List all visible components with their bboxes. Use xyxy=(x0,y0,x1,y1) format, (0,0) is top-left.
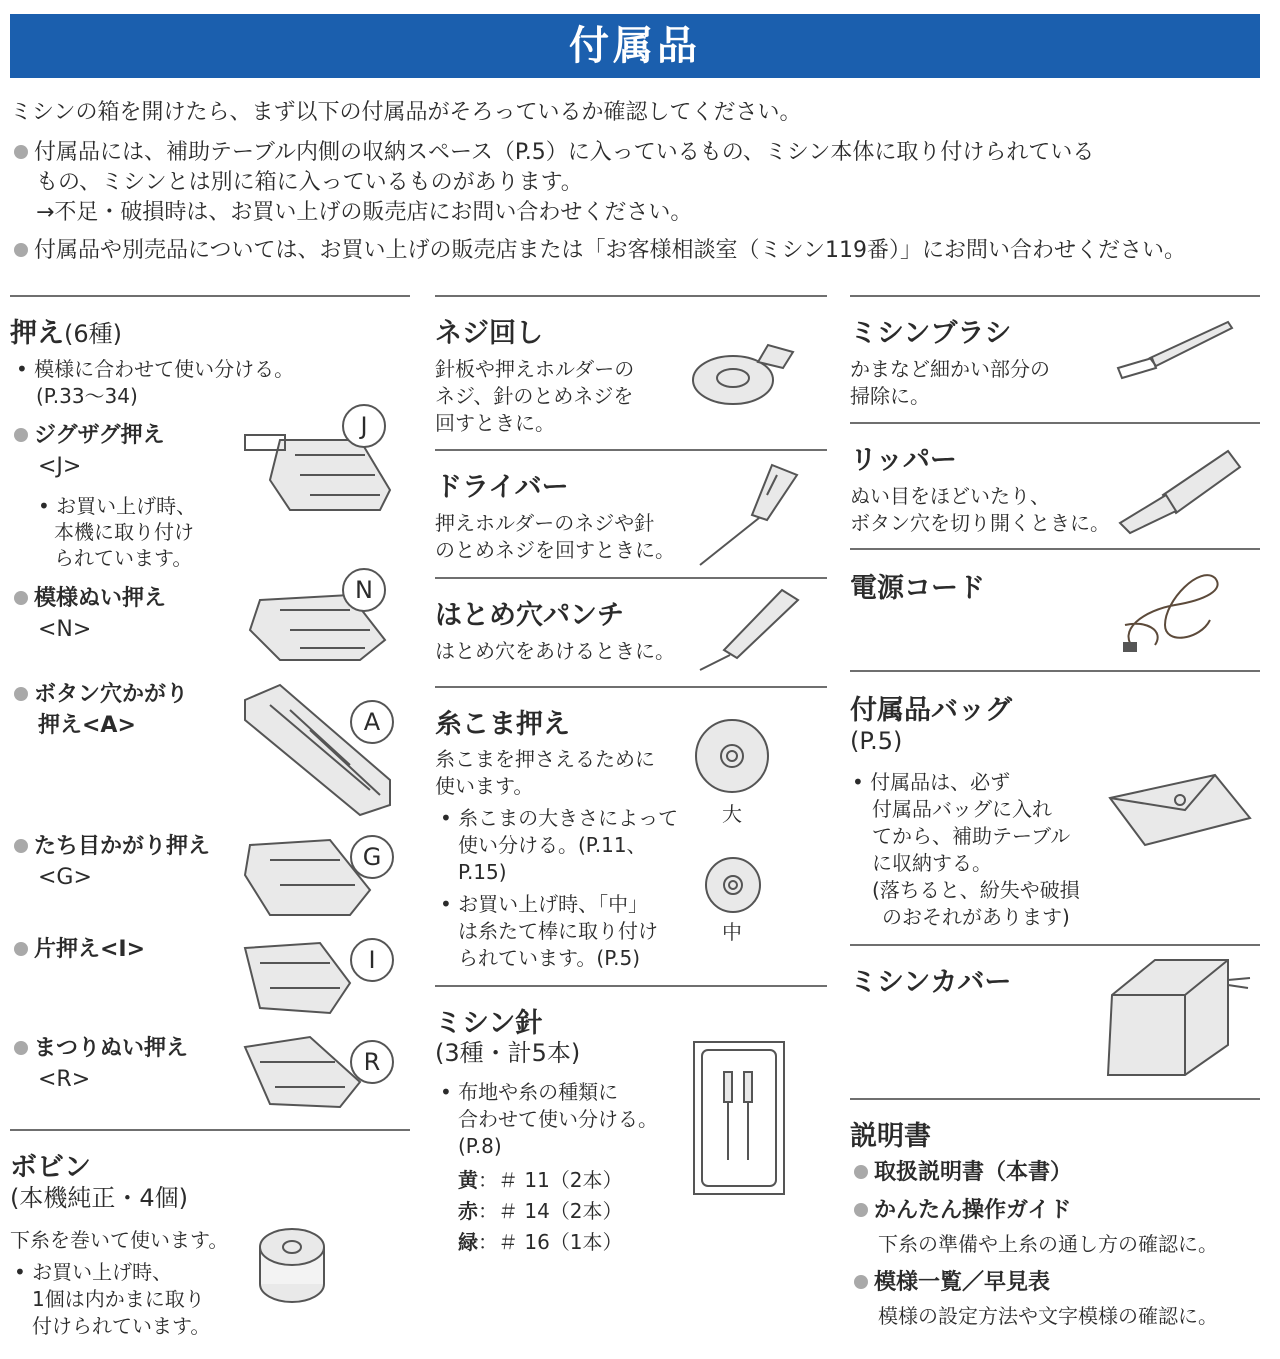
driver-desc-2: のとめネジを回すときに。 xyxy=(435,538,675,562)
bobbin-desc: 下糸を巻いて使います。 xyxy=(10,1228,229,1252)
brush-illustration xyxy=(1110,318,1235,383)
power-cord-illustration xyxy=(1105,570,1230,660)
driver-desc: 押えホルダーのネジや針 xyxy=(435,511,655,535)
bullet-icon xyxy=(854,1203,868,1217)
spool-cap-note-2: 使い分ける。(P.11、 xyxy=(458,833,647,857)
bullet-icon xyxy=(14,428,28,442)
foot-j-code: <J> xyxy=(38,454,82,479)
divider xyxy=(435,449,827,451)
needle-row-yellow: 黄：＃ 11（2本） xyxy=(458,1168,623,1192)
spool-cap-title: 糸こま押え xyxy=(435,709,570,740)
ripper-desc: ぬい目をほどいたり、 xyxy=(850,484,1050,508)
page-title: 付属品 xyxy=(10,14,1260,78)
spool-cap-note-3: P.15) xyxy=(458,860,507,884)
bullet-icon xyxy=(14,591,28,605)
power-cord-title: 電源コード xyxy=(850,573,985,604)
foot-letter-badge: I xyxy=(350,938,394,982)
spool-cap-desc: 糸こまを押さえるために xyxy=(435,747,655,771)
spool-cap-note-b3: られています。(P.5) xyxy=(458,946,641,970)
foot-j-note-3: られています。 xyxy=(54,546,193,570)
bullet-icon xyxy=(14,145,28,159)
cover-title: ミシンカバー xyxy=(850,967,1012,998)
bullet-icon xyxy=(14,687,28,701)
screwdriver-illustration xyxy=(692,460,802,570)
medium-label: 中 xyxy=(722,920,742,944)
manual-item-2: かんたん操作ガイド xyxy=(854,1196,1071,1226)
screw-key-desc-2: ネジ、針のとめネジを xyxy=(435,384,634,408)
bullet-icon xyxy=(14,1041,28,1055)
manual-item-1: 取扱説明書（本書） xyxy=(854,1158,1072,1188)
bullet-icon xyxy=(14,839,28,853)
manual-item-3-desc: 模様の設定方法や文字模様の確認に。 xyxy=(878,1304,1218,1328)
bobbin-note-2: 1個は内かまに取り xyxy=(32,1287,205,1311)
brush-desc-2: 掃除に。 xyxy=(850,384,930,408)
bobbin-illustration xyxy=(252,1222,332,1312)
large-label: 大 xyxy=(722,802,742,826)
foot-g-code: <G> xyxy=(38,865,92,890)
medium-spool-cap-illustration xyxy=(704,856,764,916)
foot-letter-badge: N xyxy=(342,568,386,612)
divider xyxy=(850,1098,1260,1100)
foot-letter-badge: J xyxy=(342,404,386,448)
brush-desc: かまなど細かい部分の xyxy=(850,357,1050,381)
foot-j-label: ジグザグ押え xyxy=(14,421,165,451)
bag-note-2: 付属品バッグに入れ xyxy=(872,797,1052,821)
bullet-icon xyxy=(854,1275,868,1289)
foot-a-label: ボタン穴かがり xyxy=(14,680,188,710)
intro-bullet-1: 付属品には、補助テーブル内側の収納スペース（P.5）に入っているもの、ミシン本体に取り付けられている xyxy=(14,138,1094,168)
divider xyxy=(850,670,1260,672)
foot-n-code: <N> xyxy=(38,617,92,642)
divider xyxy=(435,985,827,987)
divider xyxy=(850,944,1260,946)
presser-note: • 模様に合わせて使い分ける。 xyxy=(16,357,295,381)
spool-cap-note-b: • お買い上げ時、「中」 xyxy=(440,892,649,916)
needle-row-green: 緑：＃ 16（1本） xyxy=(458,1230,623,1254)
spool-cap-note-b2: は糸たて棒に取り付け xyxy=(458,919,658,943)
large-spool-cap-illustration xyxy=(694,718,774,798)
bag-note: • 付属品は、必ず xyxy=(852,770,1011,794)
bobbin-note-3: 付けられています。 xyxy=(32,1314,211,1338)
presser-note-ref: (P.33～34) xyxy=(36,384,138,408)
divider xyxy=(435,577,827,579)
presser-title: 押え(6種) xyxy=(10,318,122,349)
bullet-icon xyxy=(14,942,28,956)
intro-bullet-1-note: →不足・破損時は、お買い上げの販売店にお問い合わせください。 xyxy=(36,200,693,225)
ripper-desc-2: ボタン穴を切り開くときに。 xyxy=(850,511,1110,535)
bobbin-title: ボビン xyxy=(10,1152,91,1183)
bobbin-sub: (本機純正・4個) xyxy=(10,1184,188,1212)
bag-title: 付属品バッグ xyxy=(850,695,1012,726)
intro-bullet-2: 付属品や別売品については、お買い上げの販売店または「お客様相談室（ミシン119番）」にお問い合わせください。 xyxy=(14,236,1186,266)
screw-key-desc: 針板や押えホルダーの xyxy=(435,357,635,381)
brush-title: ミシンブラシ xyxy=(850,318,1012,349)
dust-cover-illustration xyxy=(1100,950,1255,1080)
spool-cap-note: • 糸こまの大きさによって xyxy=(440,806,679,830)
bag-note-6: のおそれがあります) xyxy=(882,905,1070,929)
bullet-icon xyxy=(854,1165,868,1179)
divider xyxy=(850,295,1260,297)
screw-key-title: ネジ回し xyxy=(435,318,543,349)
manual-item-3: 模様一覧／早見表 xyxy=(854,1268,1050,1298)
seam-ripper-illustration xyxy=(1108,445,1243,535)
foot-letter-badge: R xyxy=(350,1040,394,1084)
bullet-icon xyxy=(14,243,28,257)
foot-i-label: 片押え<I> xyxy=(14,935,145,965)
punch-desc: はとめ穴をあけるときに。 xyxy=(435,639,675,663)
divider xyxy=(435,686,827,688)
foot-r-code: <R> xyxy=(38,1067,91,1092)
ripper-title: リッパー xyxy=(850,445,957,476)
divider xyxy=(850,422,1260,424)
divider xyxy=(10,1129,410,1131)
divider xyxy=(850,548,1260,550)
foot-j-note: • お買い上げ時、 xyxy=(38,494,197,518)
foot-j-note-2: 本機に取り付け xyxy=(54,520,194,544)
foot-r-label: まつりぬい押え xyxy=(14,1034,188,1064)
divider xyxy=(435,295,827,297)
needle-note-3: (P.8) xyxy=(458,1134,502,1158)
bag-note-4: に収納する。 xyxy=(872,851,992,875)
divider xyxy=(10,295,410,297)
needle-row-red: 赤：＃ 14（2本） xyxy=(458,1199,623,1223)
bag-sub: (P.5) xyxy=(850,727,903,755)
needle-title: ミシン針 xyxy=(435,1008,543,1039)
intro-bullet-1-cont: もの、ミシンとは別に箱に入っているものがあります。 xyxy=(36,170,583,195)
needle-note-2: 合わせて使い分ける。 xyxy=(458,1107,658,1131)
needle-sub: (3種・計5本) xyxy=(435,1039,581,1067)
screw-key-desc-3: 回すときに。 xyxy=(435,411,555,435)
foot-letter-badge: A xyxy=(350,700,394,744)
eyelet-punch-illustration xyxy=(692,588,802,673)
spool-cap-desc-2: 使います。 xyxy=(435,774,534,798)
foot-n-label: 模様ぬい押え xyxy=(14,584,166,614)
foot-g-label: たち目かがり押え xyxy=(14,832,210,862)
needle-pack-illustration xyxy=(692,1040,786,1196)
foot-letter-badge: G xyxy=(350,835,394,879)
intro-line: ミシンの箱を開けたら、まず以下の付属品がそろっているか確認してください。 xyxy=(10,100,802,125)
manual-item-2-desc: 下糸の準備や上糸の通し方の確認に。 xyxy=(878,1232,1218,1256)
driver-title: ドライバー xyxy=(435,472,569,503)
bag-note-3: てから、補助テーブル xyxy=(872,824,1071,848)
manual-title: 説明書 xyxy=(850,1121,931,1152)
accessory-bag-illustration xyxy=(1105,770,1255,850)
foot-a-code: 押え<A> xyxy=(38,713,136,738)
bobbin-note: • お買い上げ時、 xyxy=(14,1260,173,1284)
screw-key-illustration xyxy=(688,340,798,410)
punch-title: はとめ穴パンチ xyxy=(435,600,624,631)
needle-note: • 布地や糸の種類に xyxy=(440,1080,619,1104)
bag-note-5: (落ちると、紛失や破損 xyxy=(872,878,1080,902)
